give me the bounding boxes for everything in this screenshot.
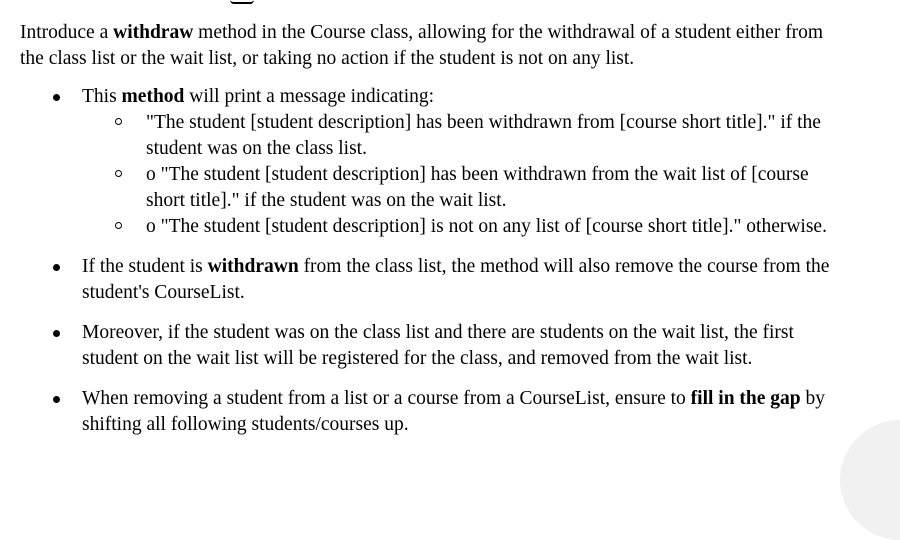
hollow-bullet-icon: [115, 170, 122, 177]
cropped-heading-fragment: [230, 0, 254, 4]
bullet-dot-icon: [53, 94, 60, 101]
hollow-bullet-icon: [115, 222, 122, 229]
bullet-remove-course: [20, 254, 850, 306]
sub-item-wait-list: [82, 162, 850, 214]
bullet-register-waitlist: [20, 320, 850, 372]
message-sublist: [82, 110, 850, 240]
bullet1-bold-method: method: [121, 86, 185, 107]
hollow-bullet-icon: [115, 118, 122, 125]
bullet2-text-1: If the student is: [82, 256, 208, 277]
sub-item-not-on-list: [82, 214, 850, 240]
bullet-print-message: [20, 84, 850, 240]
sub-item-text: o "The student [student description] is not on any list of [course short title]." otherwise.: [146, 216, 827, 237]
intro-text-2: method in the Course class, allowing for the withdrawal of a student either from the class list or the wait list, or taking no action if the student is not on any list.: [20, 22, 824, 69]
document-body: [20, 20, 850, 438]
sub-item-text: o "The student [student description] has been withdrawn from the wait list of [course short title]." if the student was on the wait list.: [146, 164, 809, 211]
corner-overlay-shape: [840, 420, 900, 540]
sub-item-text: "The student [student description] has been withdrawn from [course short title]." if the student was on the class list.: [146, 112, 821, 159]
bullet4-bold-fill-gap: fill in the gap: [690, 388, 801, 409]
intro-bold-withdraw: withdraw: [113, 22, 194, 43]
bullet-dot-icon: [53, 330, 60, 337]
bullet2-text-2: from the class list, the method will also remove the course from the student's CourseList.: [82, 256, 830, 303]
bullet4-text-2: by shifting all following students/courses up.: [82, 388, 826, 435]
sub-item-class-list: [82, 110, 850, 162]
intro-paragraph: [20, 20, 850, 72]
bullet2-bold-withdrawn: withdrawn: [207, 256, 299, 277]
intro-text-1: Introduce a: [20, 22, 114, 43]
requirements-list: [20, 84, 850, 438]
bullet-dot-icon: [53, 396, 60, 403]
bullet-dot-icon: [53, 264, 60, 271]
bullet3-text: Moreover, if the student was on the class list and there are students on the wait list, the first student on the wait list will be registered for the class, and removed from the wait list.: [82, 322, 794, 369]
bullet1-text-1: This: [82, 86, 122, 107]
bullet4-text-1: When removing a student from a list or a course from a CourseList, ensure to: [82, 388, 691, 409]
bullet1-text-2: will print a message indicating:: [184, 86, 435, 107]
bullet-fill-gap: [20, 386, 850, 438]
